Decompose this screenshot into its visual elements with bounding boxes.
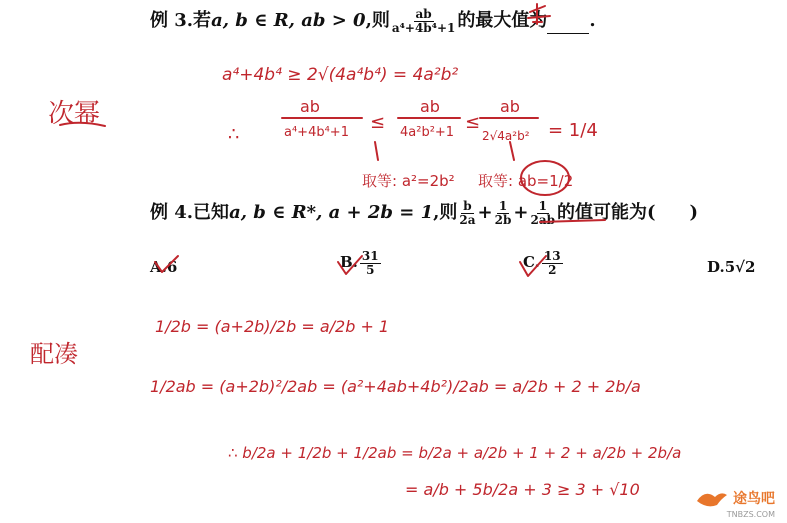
hw-den-2: 4a²b²+1 (400, 125, 455, 140)
watermark (695, 487, 775, 519)
example-3-prefix: 例 3.若 (150, 10, 212, 31)
example-4-then: ,则 (433, 202, 458, 223)
fraction-numerator: b (463, 198, 472, 213)
example-3-end: . (589, 10, 596, 31)
underline-mark (540, 220, 605, 222)
hw-eq-cond-1: 取等: a²=2b² (362, 172, 455, 190)
hw-note-2: 配凑 (30, 340, 78, 368)
fraction-denominator: 2b (494, 212, 512, 227)
hw-line-1: a⁴+4b⁴ ≥ 2√(4a⁴b⁴) = 4a²b² (222, 65, 459, 85)
hw-work-3: ∴ b/2a + 1/2b + 1/2ab = b/2a + a/2b + 1 + 2 + a/2b + 2b/a (228, 444, 682, 462)
watermark-subtext: TNBZS.COM (726, 510, 775, 519)
fraction-denominator: a⁴+4b⁴+1 (391, 20, 456, 35)
example-4-condition: a, b ∈ R*, a + 2b = 1 (229, 202, 434, 223)
example-4: 例 4.已知a, b ∈ R*, a + 2b = 1,则 $\frac{b}{2a}$ + $\frac{1}{2b}$ + $\frac{1}{2ab}$ 的值可能为( ) (150, 198, 699, 227)
example-3-suffix: 的最大值为 (457, 10, 548, 31)
fraction-denominator: 5 (366, 262, 375, 277)
example-3-then: ,则 (365, 10, 390, 31)
hw-work-1: 1/2b = (a+2b)/2b = a/2b + 1 (155, 317, 390, 336)
fraction-numerator: 31 (361, 249, 379, 263)
hw-den-3: 2√4a²b² (482, 129, 530, 143)
check-a (155, 256, 178, 272)
option-label: A. (150, 258, 167, 276)
example-4-close-paren: ) (689, 202, 699, 223)
option-value: 5√2 (724, 258, 756, 276)
fraction-numerator: 1 (498, 198, 508, 213)
fraction-numerator: 1 (538, 198, 547, 213)
hw-num-1: ab (300, 97, 320, 116)
hw-therefore: ∴ (228, 124, 240, 145)
option-label: D. (707, 258, 725, 276)
hw-le-2: ≤ (465, 112, 481, 133)
hw-num-3: ab (500, 97, 520, 116)
fraction-numerator: ab (415, 6, 432, 21)
arrow-down (375, 142, 514, 160)
answer-mark (528, 4, 550, 24)
hw-num-2: ab (420, 97, 440, 116)
fraction-denominator: 2 (548, 262, 557, 277)
fraction-denominator: 2ab (530, 212, 555, 227)
check-b (338, 256, 362, 274)
fraction-denominator: 2a (459, 212, 476, 227)
example-3-condition: a, b ∈ R, ab > 0 (211, 10, 366, 31)
hw-note-1: 次幂 (48, 99, 101, 129)
hw-den-1: a⁴+4b⁴+1 (284, 125, 349, 140)
hw-work-2: 1/2ab = (a+2b)²/2ab = (a²+4ab+4b²)/2ab = a/2b + 2 + 2b/a (150, 377, 641, 396)
example-4-prefix: 例 4.已知 (150, 202, 230, 223)
fraction-numerator: 13 (543, 249, 561, 263)
check-c (520, 256, 546, 276)
hw-result: = 1/4 (548, 120, 598, 141)
hw-eq-cond-2: 取等: ab=1/2 (478, 172, 574, 190)
hw-le-1: ≤ (370, 112, 386, 133)
example-4-suffix: 的值可能为( (557, 202, 656, 223)
hw-work-4: = a/b + 5b/2a + 3 ≥ 3 + √10 (405, 480, 640, 499)
option-value: 6 (166, 258, 178, 276)
option-label: C. (523, 253, 540, 272)
option-label: B. (340, 253, 358, 272)
watermark-text: 途鸟吧 (733, 491, 775, 507)
bird-logo-icon (695, 487, 729, 509)
